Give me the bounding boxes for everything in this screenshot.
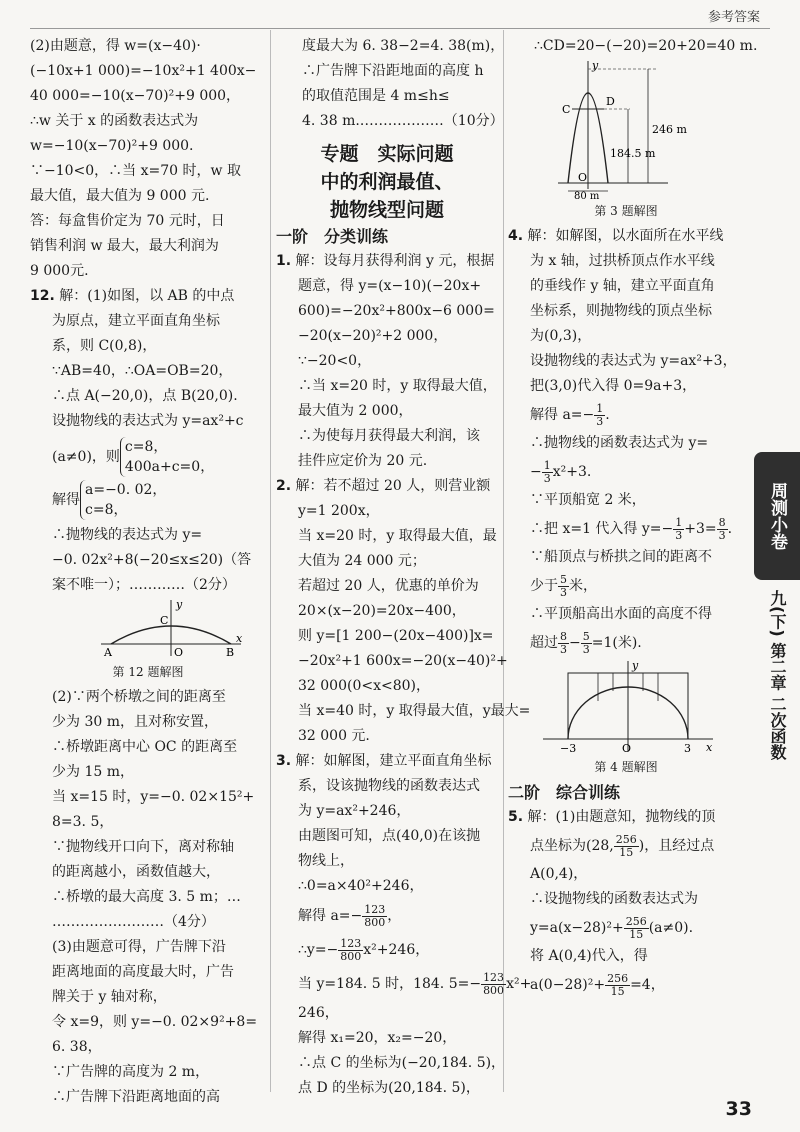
text-line: 解得 x₁=20，x₂=−20，: [298, 1030, 457, 1046]
text-line: 40 000=−10(x−70)²+9 000，: [30, 88, 241, 104]
text-line: ∴设抛物线的函数表达式为: [530, 891, 698, 907]
text-line: −20(x−20)²+2 000，: [298, 328, 448, 344]
numerator: 8: [718, 515, 726, 529]
text-line: ∴广告牌下沿距离地面的高: [52, 1089, 220, 1105]
text-line: 少为 15 m，: [52, 764, 134, 780]
numerator: 256: [607, 971, 629, 985]
column-1: [30, 34, 266, 1110]
formula-line: [508, 969, 744, 1001]
text-line: 点 D 的坐标为(20,184. 5)，: [298, 1080, 480, 1096]
axis-label-x: x: [706, 741, 713, 754]
text-line: ∴为使每月获得最大利润，该: [298, 428, 480, 444]
text-line: ……………………（4分）: [52, 914, 215, 930]
figure-caption: 第 12 题解图: [112, 665, 184, 679]
point-label: O: [174, 646, 184, 659]
question-number: 1.: [276, 253, 292, 269]
text-line: 的距离越小，函数值越大，: [52, 864, 220, 880]
point-label: B: [226, 646, 235, 659]
text-line: 20×(x−20)=20x−400，: [298, 603, 466, 619]
fraction: [542, 460, 553, 485]
text-line: ∴桥墩距离中心 OC 的距离至: [52, 739, 238, 755]
text-fragment: (a≠0).: [648, 920, 694, 936]
numerator: 1: [543, 458, 551, 472]
dimension-label: 246 m: [652, 123, 687, 136]
numerator: 1: [596, 401, 604, 415]
text-fragment: =4，: [630, 977, 665, 993]
text-line: 32 000(0<x<80)，: [298, 678, 430, 694]
figure-3: [548, 59, 708, 199]
title-line: 抛物线型问题: [329, 199, 444, 221]
formula-line: [508, 912, 744, 944]
text-line: 把(3,0)代入得 0=9a+3，: [530, 378, 697, 394]
text-line: 设抛物线的表达式为 y=ax²+c: [52, 413, 244, 429]
tick-label: 3: [684, 742, 691, 755]
figure-3-graph: [548, 59, 708, 199]
text-line: ∵−10<0，∴当 x=70 时，w 取: [30, 163, 241, 179]
text-line: ∴当 x=20 时，y 取得最大值，: [298, 378, 497, 394]
numerator: 123: [364, 902, 386, 916]
formula-line: 超过 $\frac{8}{3}$ − $\frac{5}{3}$ =1(米).: [530, 629, 642, 656]
text-line: ∴点 A(−20,0)，点 B(20,0).: [52, 388, 238, 404]
text-line: 为原点，建立平面直角坐标: [52, 313, 220, 329]
side-tab: 周测小卷: [754, 452, 800, 580]
figure-12: [96, 598, 246, 660]
text-line: 若超过 20 人，优惠的单价为: [298, 578, 479, 594]
text-line: 题意，得 y=(x−10)(−20x+: [298, 278, 482, 294]
column-3: [508, 34, 758, 1001]
text-line: 32 000 元.: [298, 728, 370, 744]
title-line: 专题 实际问题: [320, 143, 454, 165]
numerator: 5: [582, 629, 590, 643]
text-line: ∵抛物线开口向下，离对称轴: [52, 839, 234, 855]
question-number: 2.: [276, 478, 292, 494]
denominator: 15: [619, 845, 634, 859]
question-number: 3.: [276, 753, 292, 769]
formula-line: [276, 967, 532, 1001]
text-line: 6. 38，: [52, 1039, 102, 1055]
formula-line: 解得 a=− $\frac{123}{800}$ ，: [298, 902, 402, 929]
text-line: ∵广告牌的高度为 2 m，: [52, 1064, 210, 1080]
fraction: [673, 517, 684, 542]
numerator: 123: [483, 970, 505, 984]
text-line: 当 x=40 时，y 取得最大值，y最大=: [298, 703, 531, 719]
brace-group: [80, 480, 166, 520]
axis-label-x: x: [236, 632, 243, 645]
column-2: [276, 34, 532, 1101]
fraction: [581, 631, 592, 656]
text-line: ∴点 C 的坐标为(−20,184. 5)，: [298, 1055, 506, 1071]
text-line: (2)∵两个桥墩之间的距离至: [52, 689, 226, 705]
text-line: 挂件应定价为 20 元.: [298, 453, 428, 469]
text-fragment: x²+246，: [363, 942, 430, 958]
denominator: 800: [340, 949, 362, 963]
text-line: 案不唯一）；…………（2分）: [52, 577, 236, 593]
text-fragment: ∴把 x=1 代入得 y=−: [530, 521, 674, 537]
fraction: [614, 834, 639, 859]
text-line: 由题图可知，点(40,0)在该抛: [298, 828, 481, 844]
text-line: 为(0,3)，: [530, 328, 592, 344]
text-line: ∵−20<0，: [298, 353, 372, 369]
column-divider: [270, 30, 271, 1092]
figure-4-graph: [538, 659, 718, 755]
figure-caption: 第 3 题解图: [594, 204, 658, 218]
text-fragment: =1(米).: [591, 635, 642, 651]
numerator: 5: [560, 572, 567, 586]
equation-system: [30, 437, 266, 477]
denominator: 3: [560, 642, 567, 656]
formula-line: [276, 933, 498, 967]
text-line: 最大值，最大值为 9 000 元.: [30, 188, 210, 204]
denominator: 3: [675, 528, 683, 542]
denominator: 3: [582, 642, 590, 656]
text-fragment: (a≠0)，则: [52, 449, 120, 465]
formula-line: [508, 570, 744, 602]
text-fragment: )，且经过点: [638, 838, 715, 854]
text-fragment: y=a(x−28)²+: [530, 920, 624, 936]
text-line: 的垂线作 y 轴，建立平面直角: [530, 278, 715, 294]
text-line: ∴平顶船高出水面的高度不得: [530, 606, 712, 622]
denominator: 15: [629, 927, 644, 941]
text-line: ∵平顶船宽 2 米，: [530, 492, 646, 508]
equation: c=8，: [124, 439, 168, 455]
denominator: 800: [364, 915, 386, 929]
text-line: 物线上，: [298, 853, 354, 869]
title-line: 中的利润最值、: [320, 171, 454, 193]
point-label: A: [104, 646, 112, 659]
text-fragment: x²+: [506, 976, 532, 992]
text-fragment: 超过: [530, 635, 558, 651]
text-line: 答：每盒售价定为 70 元时，日: [30, 213, 225, 229]
text-line: 当 x=15 时，y=−0. 02×15²+: [52, 789, 255, 805]
text-line: 牌关于 y 轴对称，: [52, 989, 167, 1005]
numerator: 8: [560, 629, 567, 643]
text-line: 系，设该抛物线的函数表达式: [298, 778, 480, 794]
page-number: 33: [725, 1098, 752, 1120]
question-3: [276, 749, 498, 774]
text-line: 当 x=20 时，y 取得最大值，最: [298, 528, 497, 544]
text-line: 解：若不超过 20 人，则营业额: [295, 478, 491, 494]
solution-system: [30, 480, 266, 520]
fraction: [338, 938, 363, 963]
side-chapter-label: 九(下) 第二章 二次函数: [768, 590, 787, 760]
fraction: [605, 973, 630, 998]
text-fragment: 点坐标为(28,: [530, 838, 614, 854]
text-line: 系，则 C(0,8)，: [52, 338, 157, 354]
text-fragment: 当 y=184. 5 时，184. 5=−: [298, 976, 482, 992]
formula-line: [508, 456, 744, 488]
text-line: 解：如解图，以水面所在水平线: [527, 228, 724, 244]
question-number: 5.: [508, 809, 524, 825]
section-heading: 一阶 分类训练: [276, 227, 389, 246]
fraction: [594, 403, 605, 428]
text-line: 则 y=[1 200−(20x−400)]x=: [298, 628, 494, 644]
brace-group: [120, 437, 214, 477]
text-line: 8=3. 5，: [52, 814, 114, 830]
text-line: ∴桥墩的最大高度 3. 5 m；…: [52, 889, 241, 905]
figure-4: [538, 659, 718, 755]
point-label: C: [160, 614, 169, 627]
formula-line: [508, 830, 744, 862]
text-fragment: 米，: [569, 578, 597, 594]
text-line: ∴w 关于 x 的函数表达式为: [30, 113, 199, 129]
question-number: 12.: [30, 288, 55, 304]
text-fragment: 解得 a=−: [298, 908, 363, 924]
question-12: [30, 284, 266, 309]
formula-line: 解得 a=− $\frac{1}{3}$ .: [530, 401, 610, 428]
point-label: O: [622, 742, 632, 755]
text-line: −0. 02x²+8(−20≤x≤20)（答: [52, 552, 252, 568]
denominator: 3: [718, 528, 726, 542]
question-2: [276, 474, 498, 499]
text-line: 最大值为 2 000，: [298, 403, 413, 419]
text-line: 246，: [298, 1005, 339, 1021]
point-label: O: [578, 171, 588, 184]
text-line: 解：设每月获得利润 y 元，根据: [295, 253, 495, 269]
fraction: [481, 972, 506, 997]
text-line: A(0,4)，: [530, 866, 588, 882]
text-fragment: +3=: [684, 521, 717, 537]
text-line: 度最大为 6. 38−2=4. 38(m)，: [302, 38, 505, 54]
equation: a=−0. 02，: [85, 482, 167, 498]
question-1: [276, 249, 498, 274]
text-line: ∴抛物线的表达式为 y=: [52, 527, 203, 543]
question-number: 4.: [508, 228, 524, 244]
text-line: −20x²+1 600x=−20(x−40)²+: [298, 653, 508, 669]
text-line: ∴0=a×40²+246，: [298, 878, 424, 894]
point-label: C: [562, 103, 571, 116]
text-line: ∴抛物线的函数表达式为 y=: [530, 435, 709, 451]
figure-caption: 第 4 题解图: [594, 760, 658, 774]
text-line: 600)=−20x²+800x−6 000=: [298, 303, 495, 319]
text-line: 4. 38 m.………………（10分）: [302, 113, 504, 129]
text-line: 解：(1)如图，以 AB 的中点: [59, 288, 235, 304]
text-line: 为 x 轴，过拱桥顶点作水平线: [530, 253, 715, 269]
formula-line: ∴把 x=1 代入得 y=− $\frac{1}{3}$ +3= $\frac{8}{3}$ .: [530, 515, 733, 542]
text-line: (3)由题意可得，广告牌下沿: [52, 939, 226, 955]
figure-12-graph: [96, 598, 246, 660]
equation: c=8，: [85, 502, 128, 518]
text-fragment: 少于: [530, 578, 558, 594]
column-divider: [503, 30, 504, 1092]
header-label: 参考答案: [707, 10, 760, 25]
text-fragment: a(0−28)²+: [530, 977, 606, 993]
header-rule: [30, 28, 770, 29]
fraction: [624, 916, 649, 941]
denominator: 3: [560, 585, 567, 599]
text-line: ∴广告牌下沿距地面的高度 h: [302, 63, 484, 79]
numerator: 123: [340, 936, 362, 950]
denominator: 15: [610, 984, 625, 998]
text-line: ∵船顶点与桥拱之间的距离不: [530, 549, 712, 565]
tick-label: −3: [560, 742, 577, 755]
text-line: 解：(1)由题意知，抛物线的顶: [527, 809, 716, 825]
text-line: w=−10(x−70)²+9 000.: [30, 138, 194, 154]
text-line: 9 000元.: [30, 263, 89, 279]
text-line: 距离地面的高度最大时，广告: [52, 964, 234, 980]
text-line: ∵AB=40，∴OA=OB=20，: [52, 363, 233, 379]
denominator: 800: [483, 983, 505, 997]
denominator: 3: [596, 414, 604, 428]
text-line: y=1 200x，: [298, 503, 380, 519]
question-4: [508, 224, 744, 249]
point-label: D: [606, 95, 615, 108]
topic-title: [276, 140, 498, 224]
numerator: 256: [615, 832, 637, 846]
question-5: [508, 805, 744, 830]
text-fragment: 解得 a=−: [530, 407, 595, 423]
denominator: 3: [543, 471, 551, 485]
text-line: 大值为 24 000 元；: [298, 553, 426, 569]
text-line: (2)由题意，得 w=(x−40)·: [30, 38, 201, 54]
text-line: 设抛物线的表达式为 y=ax²+3，: [530, 353, 737, 369]
text-line: 坐标系，则抛物线的顶点坐标: [530, 303, 712, 319]
fraction: [362, 904, 387, 929]
numerator: 1: [675, 515, 683, 529]
text-line: 少为 30 m，且对称安置，: [52, 714, 218, 730]
text-fragment: 解得: [52, 492, 80, 508]
equation: 400a+c=0，: [124, 459, 215, 475]
dimension-label: 184.5 m: [610, 147, 656, 160]
section-heading: 二阶 综合训练: [508, 783, 621, 802]
text-line: (−10x+1 000)=−10x²+1 400x−: [30, 63, 257, 79]
text-line: 销售利润 w 最大，最大利润为: [30, 238, 219, 254]
dimension-label: 80 m: [574, 191, 600, 199]
text-line: 将 A(0,4)代入，得: [530, 948, 648, 964]
text-line: 令 x=9，则 y=−0. 02×9²+8=: [52, 1014, 258, 1030]
text-fragment: ∴y=−: [298, 942, 339, 958]
text-fragment: x²+3.: [552, 464, 592, 480]
axis-label-y: y: [176, 598, 183, 611]
fraction: [717, 517, 728, 542]
axis-label-y: y: [632, 659, 639, 672]
text-line: 解：如解图，建立平面直角坐标: [295, 753, 492, 769]
axis-label-y: y: [592, 59, 599, 72]
text-line: 的取值范围是 4 m≤h≤: [302, 88, 450, 104]
text-fragment: −: [530, 464, 542, 480]
fraction: [558, 631, 569, 656]
text-line: ∴CD=20−(−20)=20+20=40 m.: [534, 38, 758, 54]
text-line: 为 y=ax²+246，: [298, 803, 411, 819]
numerator: 256: [625, 914, 647, 928]
fraction: [558, 574, 569, 599]
